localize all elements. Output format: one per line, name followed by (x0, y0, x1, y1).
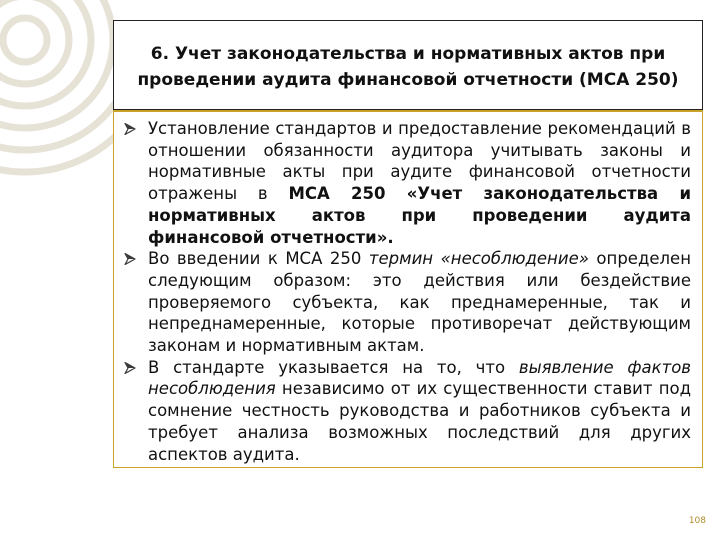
arrowhead-bullet-icon (124, 248, 138, 269)
bullet-item (125, 357, 691, 466)
bullet-text-segment: В стандарте указывается на то, что (148, 357, 519, 377)
bullet-text-segment: Установление стандартов и предоставление рекомендаций в отношении обязанности аудитора учитывать законы и нормативные акты при аудите финансовой отчетности отражены в (148, 119, 691, 204)
bullet-item (125, 118, 691, 248)
bullet-text-segment: определен следующим образом: это действия или бездействие проверяемого субъекта, как преднамеренные, так и непреднамеренные, которые противоречат действующим законам и нормативным актам. (148, 249, 691, 356)
bullet-text-segment: термин «несоблюдение» (368, 249, 589, 269)
slide-title-box (113, 20, 703, 110)
arrowhead-bullet-icon (124, 357, 138, 378)
slide-title: 6. Учет законодательства и нормативных актов при проведении аудита финансовой отчетности (МСА 250) (137, 44, 679, 90)
arrowhead-bullet-icon (124, 118, 138, 139)
bullet-text-segment: Во введении к МСА 250 (148, 249, 369, 269)
bullet-text-segment: МСА 250 «Учет законодательства и нормативных актов при проведении аудита финансовой отчетности». (148, 184, 691, 247)
bullet-list (125, 118, 691, 465)
page-number: 108 (688, 516, 706, 526)
bullet-text-segment: независимо от их существенности ставит под сомнение честность руководства и работников субъекта и требует анализа возможных последствий для других аспектов аудита. (148, 379, 691, 464)
bullet-item (125, 248, 691, 357)
decorative-circles (0, 0, 120, 180)
bullet-text-segment: выявление фактов несоблюдения (148, 357, 692, 399)
